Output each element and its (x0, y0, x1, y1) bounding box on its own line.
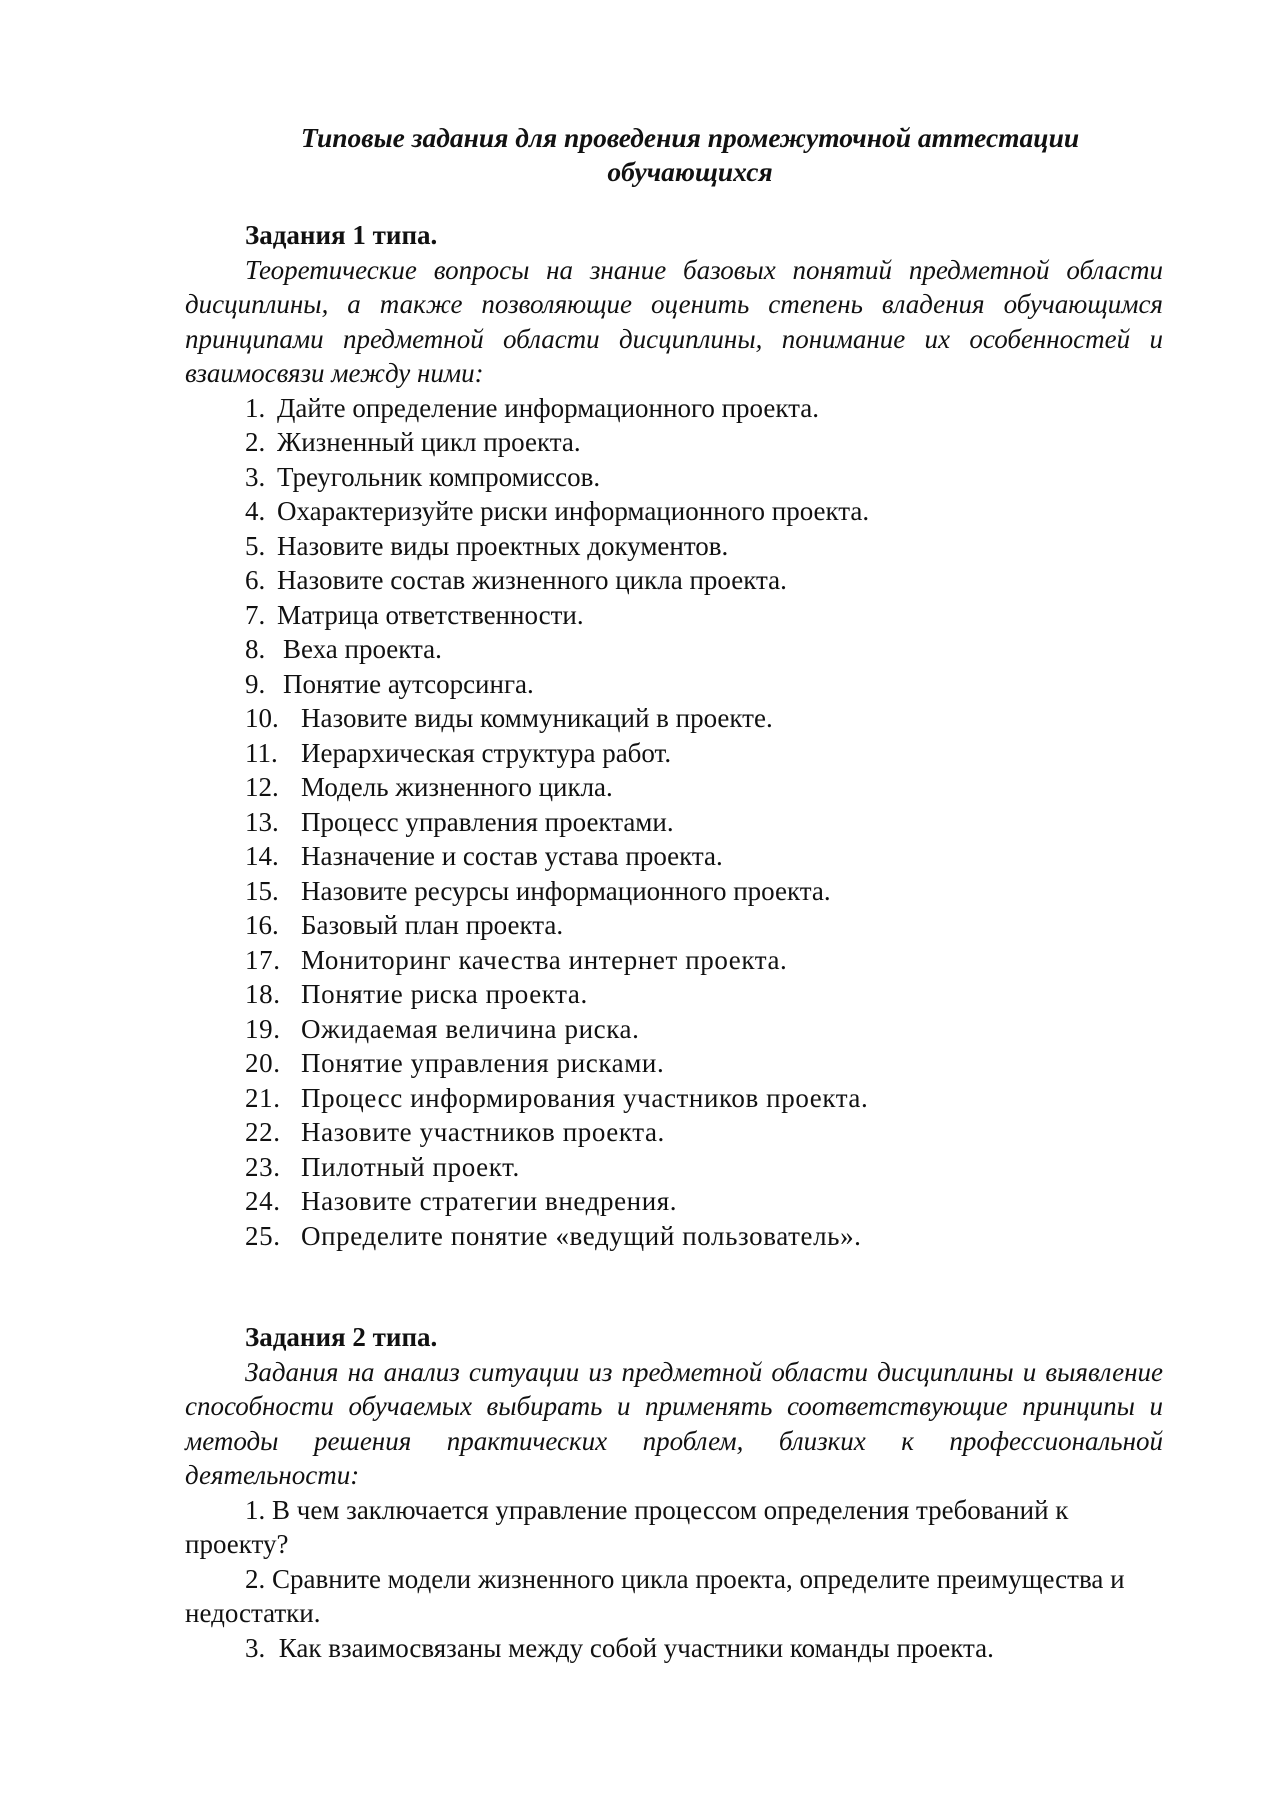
list-item (185, 1012, 1163, 1047)
item-text: Назовите участников проекта. (301, 1117, 665, 1147)
item-number: 7. (245, 599, 266, 630)
item-text: Пилотный проект. (301, 1151, 520, 1182)
item-number: 23. (245, 1151, 281, 1182)
list-item (185, 770, 1163, 805)
item-number: 4. (245, 496, 266, 526)
list-item (185, 632, 1163, 667)
list-item (185, 425, 1163, 460)
item-text: Понятие аутсорсинга. (283, 668, 534, 699)
list-item (185, 1562, 1163, 1631)
item-text: Ожидаемая величина риска. (301, 1013, 640, 1044)
item-number: 6. (245, 565, 266, 595)
item-text: Понятие управления рисками. (301, 1048, 665, 1078)
list-item (185, 563, 1163, 598)
item-text: Назначение и состав устава проекта. (301, 841, 723, 871)
list-item (185, 1631, 1163, 1666)
section-heading: Задания 2 типа. (245, 1322, 438, 1352)
list-item (185, 1150, 1163, 1185)
item-text: Сравните модели жизненного цикла проекта, определите преимущества и недостатки. (185, 1563, 1125, 1628)
list-item (185, 908, 1163, 943)
item-number: 1. (245, 392, 266, 423)
question-list (185, 391, 1163, 1254)
item-number: 24. (245, 1186, 281, 1216)
item-text: Мониторинг качества интернет проекта. (301, 944, 788, 975)
item-text: Назовите ресурсы информационного проекта. (301, 875, 831, 906)
item-number: 10. (245, 703, 279, 733)
list-item (185, 494, 1163, 529)
list-item (185, 1219, 1163, 1254)
list-item (185, 839, 1163, 874)
item-text: Базовый план проекта. (301, 910, 564, 940)
item-number: 2. (245, 427, 266, 457)
item-number: 2. (245, 1563, 266, 1594)
item-number: 3. (245, 1632, 266, 1663)
item-number: 14. (245, 841, 279, 871)
section-heading: Задания 1 типа. (245, 220, 438, 250)
list-item (185, 1115, 1163, 1150)
section-description: Задания на анализ ситуации из предметной области дисциплины и выявление способности обучаемых выбирать и применять соответствующие принципы и методы решения практических проблем, близких к профессиональной деятельности: (185, 1356, 1163, 1490)
item-number: 11. (245, 737, 278, 768)
title-line-1: Типовые задания для проведения промежуточной аттестации (300, 122, 1080, 153)
item-number: 3. (245, 461, 266, 492)
task-list (185, 1493, 1163, 1666)
item-number: 8. (245, 634, 266, 664)
item-text: Назовите стратегии внедрения. (301, 1186, 678, 1216)
item-number: 9. (245, 668, 266, 699)
list-item (185, 943, 1163, 978)
item-number: 19. (245, 1013, 281, 1044)
item-text: Назовите виды коммуникаций в проекте. (301, 703, 773, 733)
list-item (185, 1081, 1163, 1116)
item-text: Иерархическая структура работ. (301, 737, 672, 768)
item-number: 1. (245, 1494, 266, 1525)
list-item (185, 460, 1163, 495)
item-text: Веха проекта. (283, 634, 442, 664)
list-item (185, 1184, 1163, 1219)
list-item (185, 874, 1163, 909)
list-item (185, 805, 1163, 840)
item-number: 18. (245, 979, 281, 1009)
list-item (185, 977, 1163, 1012)
item-number: 13. (245, 806, 279, 837)
item-text: Матрица ответственности. (277, 599, 584, 630)
list-item (185, 1493, 1163, 1562)
item-number: 12. (245, 772, 279, 802)
item-number: 15. (245, 875, 279, 906)
item-text: Процесс информирования участников проекта. (301, 1082, 869, 1113)
list-item (185, 391, 1163, 426)
item-number: 22. (245, 1117, 281, 1147)
item-text: Дайте определение информационного проекта. (277, 392, 819, 423)
page-title (260, 121, 1120, 189)
item-number: 25. (245, 1220, 281, 1251)
list-item (185, 1046, 1163, 1081)
item-text: Назовите состав жизненного цикла проекта. (277, 565, 787, 595)
title-line-2: обучающихся (607, 156, 773, 187)
list-item (185, 701, 1163, 736)
section-description: Теоретические вопросы на знание базовых понятий предметной области дисциплины, а также позволяющие оценить степень владения обучающимся принципами предметной области дисциплины, понимание их особенностей и взаимосвязи между ними: (185, 254, 1163, 388)
list-item (185, 736, 1163, 771)
item-number: 5. (245, 530, 266, 561)
item-number: 20. (245, 1048, 281, 1078)
item-text: В чем заключается управление процессом определения требований к проекту? (185, 1494, 1069, 1559)
item-text: Охарактеризуйте риски информационного проекта. (277, 496, 870, 526)
item-text: Понятие риска проекта. (301, 979, 588, 1009)
list-item (185, 529, 1163, 564)
item-number: 21. (245, 1082, 281, 1113)
item-text: Как взаимосвязаны между собой участники команды проекта. (278, 1632, 994, 1663)
item-text: Определите понятие «ведущий пользователь». (301, 1220, 862, 1251)
item-text: Назовите виды проектных документов. (277, 530, 729, 561)
section-type-1 (185, 218, 1163, 1253)
item-text: Треугольник компромиссов. (277, 461, 601, 492)
item-text: Процесс управления проектами. (301, 806, 674, 837)
list-item (185, 598, 1163, 633)
item-text: Модель жизненного цикла. (301, 772, 613, 802)
list-item (185, 667, 1163, 702)
item-number: 17. (245, 944, 281, 975)
section-type-2 (185, 1320, 1163, 1665)
item-number: 16. (245, 910, 279, 940)
item-text: Жизненный цикл проекта. (277, 427, 581, 457)
